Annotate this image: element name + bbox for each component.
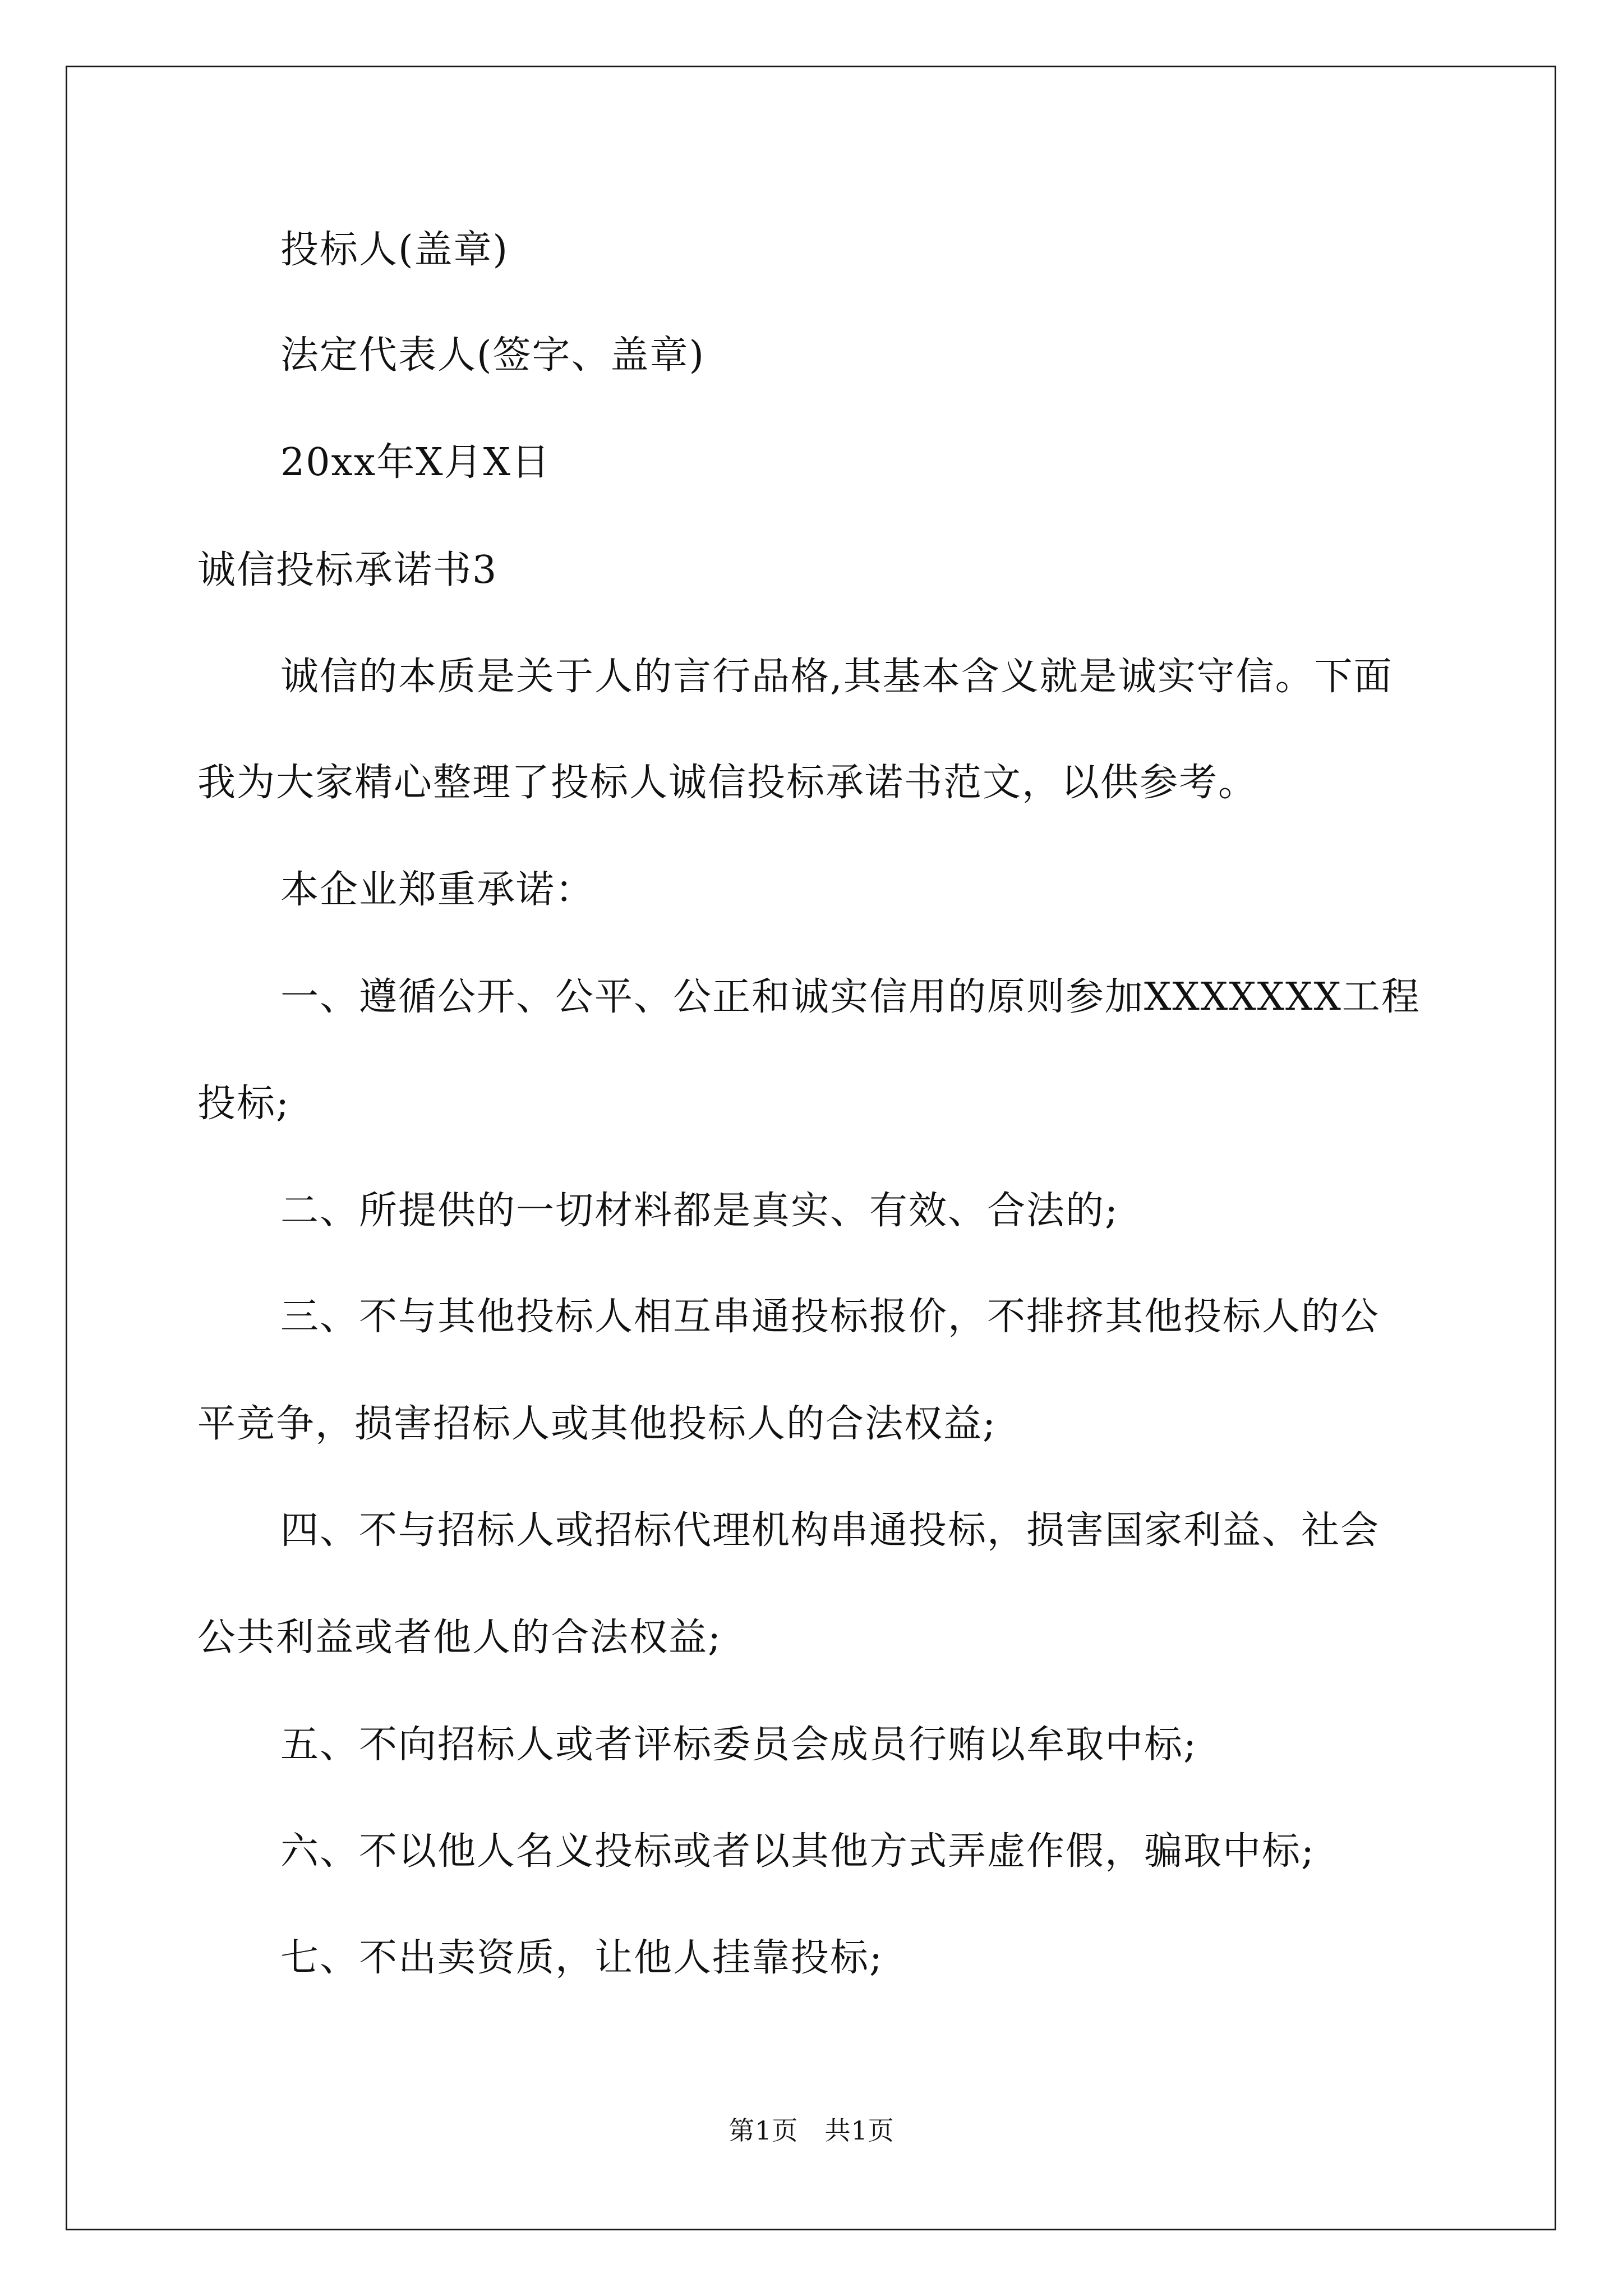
paragraph-line: 七、不出卖资质，让他人挂靠投标;: [280, 1936, 883, 1980]
signature-line-representative: 法定代表人(签字、盖章): [280, 333, 706, 378]
paragraph-line: 我为大家精心整理了投标人诚信投标承诺书范文，以供参考。: [197, 761, 1258, 805]
paragraph-line: 平竞争，损害招标人或其他投标人的合法权益;: [197, 1402, 997, 1446]
paragraph-line: 投标;: [197, 1082, 290, 1126]
date-line: 20xx年X月X日: [280, 440, 551, 485]
page-border: [66, 66, 1556, 2230]
section-heading: 诚信投标承诺书3: [197, 548, 498, 592]
paragraph-line: 三、不与其他投标人相互串通投标报价，不排挤其他投标人的公: [280, 1295, 1380, 1339]
paragraph-line: 诚信的本质是关于人的言行品格,其基本含义就是诚实守信。下面: [280, 655, 1393, 699]
paragraph-line: 四、不与招标人或招标代理机构串通投标，损害国家利益、社会: [280, 1508, 1380, 1553]
paragraph-line: 二、所提供的一切材料都是真实、有效、合法的;: [280, 1189, 1119, 1233]
paragraph-line: 公共利益或者他人的合法权益;: [197, 1616, 722, 1660]
page-footer: 第1页 共1页: [728, 2115, 895, 2146]
signature-line-bidder: 投标人(盖章): [280, 228, 509, 272]
paragraph-line: 五、不向招标人或者评标委员会成员行贿以牟取中标;: [280, 1723, 1197, 1767]
paragraph-line: 本企业郑重承诺：: [280, 868, 595, 912]
paragraph-line: 一、遵循公开、公平、公正和诚实信用的原则参加XXXXXXX工程: [280, 975, 1421, 1019]
paragraph-line: 六、不以他人名义投标或者以其他方式弄虚作假，骗取中标;: [280, 1829, 1315, 1874]
